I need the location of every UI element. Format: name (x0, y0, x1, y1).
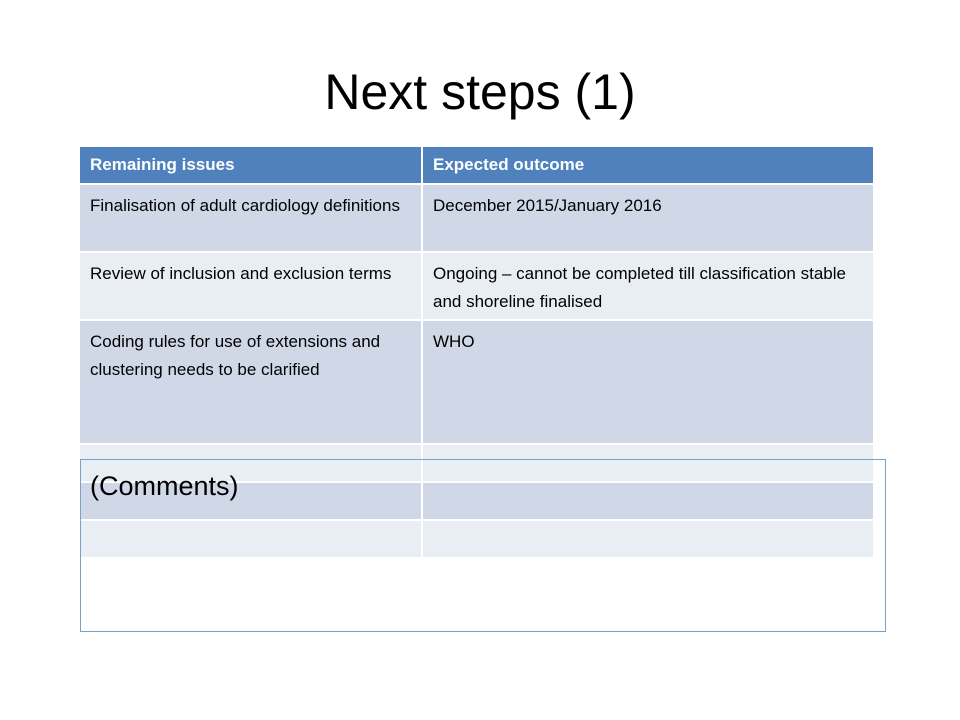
table-row (80, 185, 875, 253)
comments-label: (Comments) (90, 471, 239, 501)
outcome-cell: WHO (423, 321, 875, 445)
header-remaining-issues: Remaining issues (80, 147, 423, 185)
header-expected-outcome: Expected outcome (423, 147, 875, 185)
table-row (80, 321, 875, 445)
table-row (80, 253, 875, 321)
slide-title: Next steps (1) (324, 64, 636, 120)
outcome-cell: December 2015/January 2016 (423, 185, 875, 253)
issue-cell: Review of inclusion and exclusion terms (80, 253, 423, 321)
issue-cell: Coding rules for use of extensions and clustering needs to be clarified (80, 321, 423, 445)
comments-textbox[interactable] (80, 459, 886, 632)
outcome-cell: Ongoing – cannot be completed till classification stable and shoreline finalised (423, 253, 875, 321)
issue-cell: Finalisation of adult cardiology definitions (80, 185, 423, 253)
table-header-row (80, 147, 875, 185)
